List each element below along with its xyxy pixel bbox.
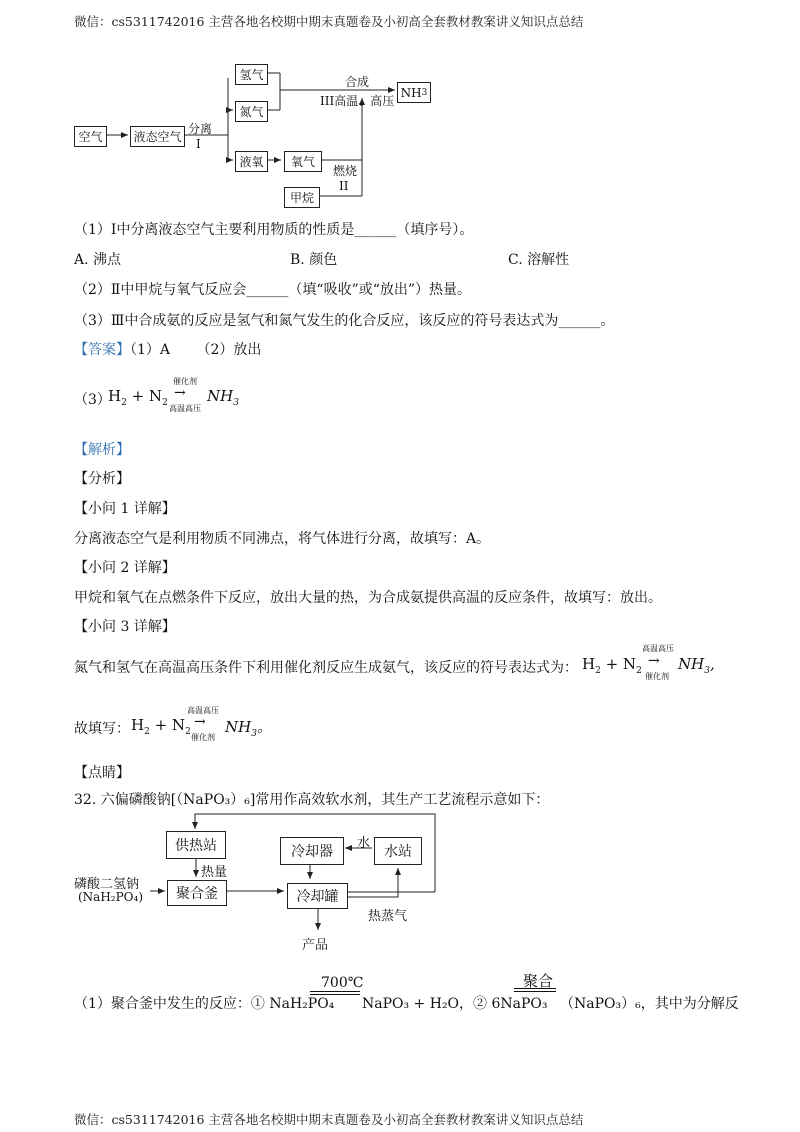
- heat-label: 热量: [201, 865, 228, 880]
- q32-part1-suffix: （NaPO₃）₆，其中为分解反: [560, 996, 739, 1012]
- product-label: 产品: [302, 938, 329, 953]
- cooling-tank-box: 冷却罐: [287, 883, 348, 909]
- air-box: 空气: [74, 126, 107, 147]
- sub-question-3-text: 氮气和氢气在高温高压条件下利用催化剂反应生成氨气，该反应的符号表达式为：: [74, 660, 578, 676]
- nh3-text: NH: [400, 85, 422, 100]
- sub-question-1-text: 分离液态空气是利用物质不同沸点，将气体进行分离，故填写：A。: [74, 531, 491, 547]
- oxygen-box: 氧气: [284, 151, 322, 172]
- question-3: （3）Ⅲ中合成氨的反应是氢气和氮气发生的化合反应，该反应的符号表达式为______。: [74, 313, 615, 329]
- page-header: 微信：cs5311742016 主营各地名校期中期末真题卷及小初高全套教材教案讲义知识点总结: [74, 14, 584, 29]
- sub-question-2-heading: 【小问 2 详解】: [74, 560, 176, 576]
- synthesis-label: 合成: [345, 75, 370, 89]
- separation-step-number: I: [196, 137, 201, 151]
- water-label: 水: [357, 836, 371, 851]
- sub3-condition-bottom: 催化剂: [645, 672, 669, 681]
- sub3-equation-product: $NH_3$,: [678, 655, 715, 676]
- answer-3-prefix: （3）: [74, 392, 111, 408]
- q32-part1-middle: NaPO₃ + H₂O，② 6NaPO₃: [362, 996, 548, 1012]
- question-1: （1）Ⅰ中分离液态空气主要利用物质的性质是______（填序号）。: [74, 222, 474, 238]
- methane-box: 甲烷: [284, 187, 320, 208]
- fill-condition-top: 高温高压: [187, 706, 219, 715]
- reactor-box: 聚合釜: [167, 880, 227, 906]
- liquid-oxygen-box: 液氧: [235, 151, 268, 172]
- page-footer: 微信：cs5311742016 主营各地名校期中期末真题卷及小初高全套教材教案讲义知识点总结: [74, 1112, 584, 1127]
- reaction1-equals: [310, 991, 360, 995]
- cooler-box: 冷却器: [280, 837, 344, 865]
- sub3-arrow: →: [648, 653, 660, 669]
- heat-station-box: 供热站: [166, 831, 226, 859]
- fill-answer-prefix: 故填写：: [74, 721, 130, 737]
- sub-question-3-heading: 【小问 3 详解】: [74, 619, 176, 635]
- synthesis-condition: III高温、高压: [320, 94, 395, 108]
- hydrogen-box: 氢气: [235, 64, 268, 85]
- answer-1: （1）A: [130, 342, 171, 358]
- analysis-tag: 【解析】: [74, 442, 130, 458]
- option-c: C. 溶解性: [508, 252, 570, 268]
- combustion-label: 燃烧: [333, 164, 358, 178]
- sub-question-2-text: 甲烷和氧气在点燃条件下反应，放出大量的热，为合成氨提供高温的反应条件，故填写：放出。: [74, 590, 662, 606]
- fill-arrow: →: [194, 714, 206, 730]
- reaction2-equals: [514, 988, 556, 992]
- sub-question-1-heading: 【小问 1 详解】: [74, 501, 176, 517]
- sub3-equation-reactants: $H_2 + N_2$: [582, 655, 642, 676]
- answer-3-condition-top: 催化剂: [173, 377, 197, 386]
- answer-3-arrow: →: [174, 385, 186, 401]
- steam-label: 热蒸气: [368, 909, 408, 924]
- reaction2-condition: 聚合: [523, 972, 554, 990]
- sub3-condition-top: 高温高压: [642, 644, 674, 653]
- fill-equation-reactants: $H_2 + N_2$: [131, 716, 191, 737]
- reaction1-condition: 700℃: [321, 975, 364, 991]
- nitrogen-box: 氮气: [235, 101, 268, 122]
- answer-2: （2）放出: [196, 342, 262, 358]
- liquid-air-box: 液态空气: [130, 126, 185, 147]
- option-a: A. 沸点: [74, 252, 122, 268]
- answer-3-condition-bottom: 高温高压: [169, 404, 201, 413]
- answer-tag: 【答案】: [74, 342, 130, 358]
- q32-part1-prefix: （1）聚合釜中发生的反应：① NaH₂PO₄: [74, 996, 335, 1012]
- question-2: （2）Ⅱ中甲烷与氧气反应会______（填“吸收”或“放出”）热量。: [74, 282, 472, 298]
- answer-3-product: $NH_3$: [207, 387, 239, 408]
- question-32-stem: 32. 六偏磷酸钠[（NaPO₃）₆]常用作高效软水剂，其生产工艺流程示意如下：: [74, 792, 550, 808]
- water-station-box: 水站: [374, 837, 422, 865]
- fill-equation-product: $NH_3$。: [225, 718, 272, 739]
- combustion-step-number: II: [339, 179, 349, 193]
- answer-3-reactants: $H_2 + N_2$: [108, 387, 168, 408]
- separation-label: 分离: [188, 122, 213, 136]
- option-b: B. 颜色: [290, 252, 338, 268]
- raw-material-name: 磷酸二氢钠: [74, 877, 140, 892]
- nh3-subscript: 3: [421, 87, 428, 98]
- raw-material-formula: (NaH₂PO₄): [78, 890, 144, 904]
- fill-condition-bottom: 催化剂: [191, 733, 215, 742]
- key-point-heading: 【点睛】: [74, 765, 130, 781]
- analysis-heading: 【分析】: [74, 471, 130, 487]
